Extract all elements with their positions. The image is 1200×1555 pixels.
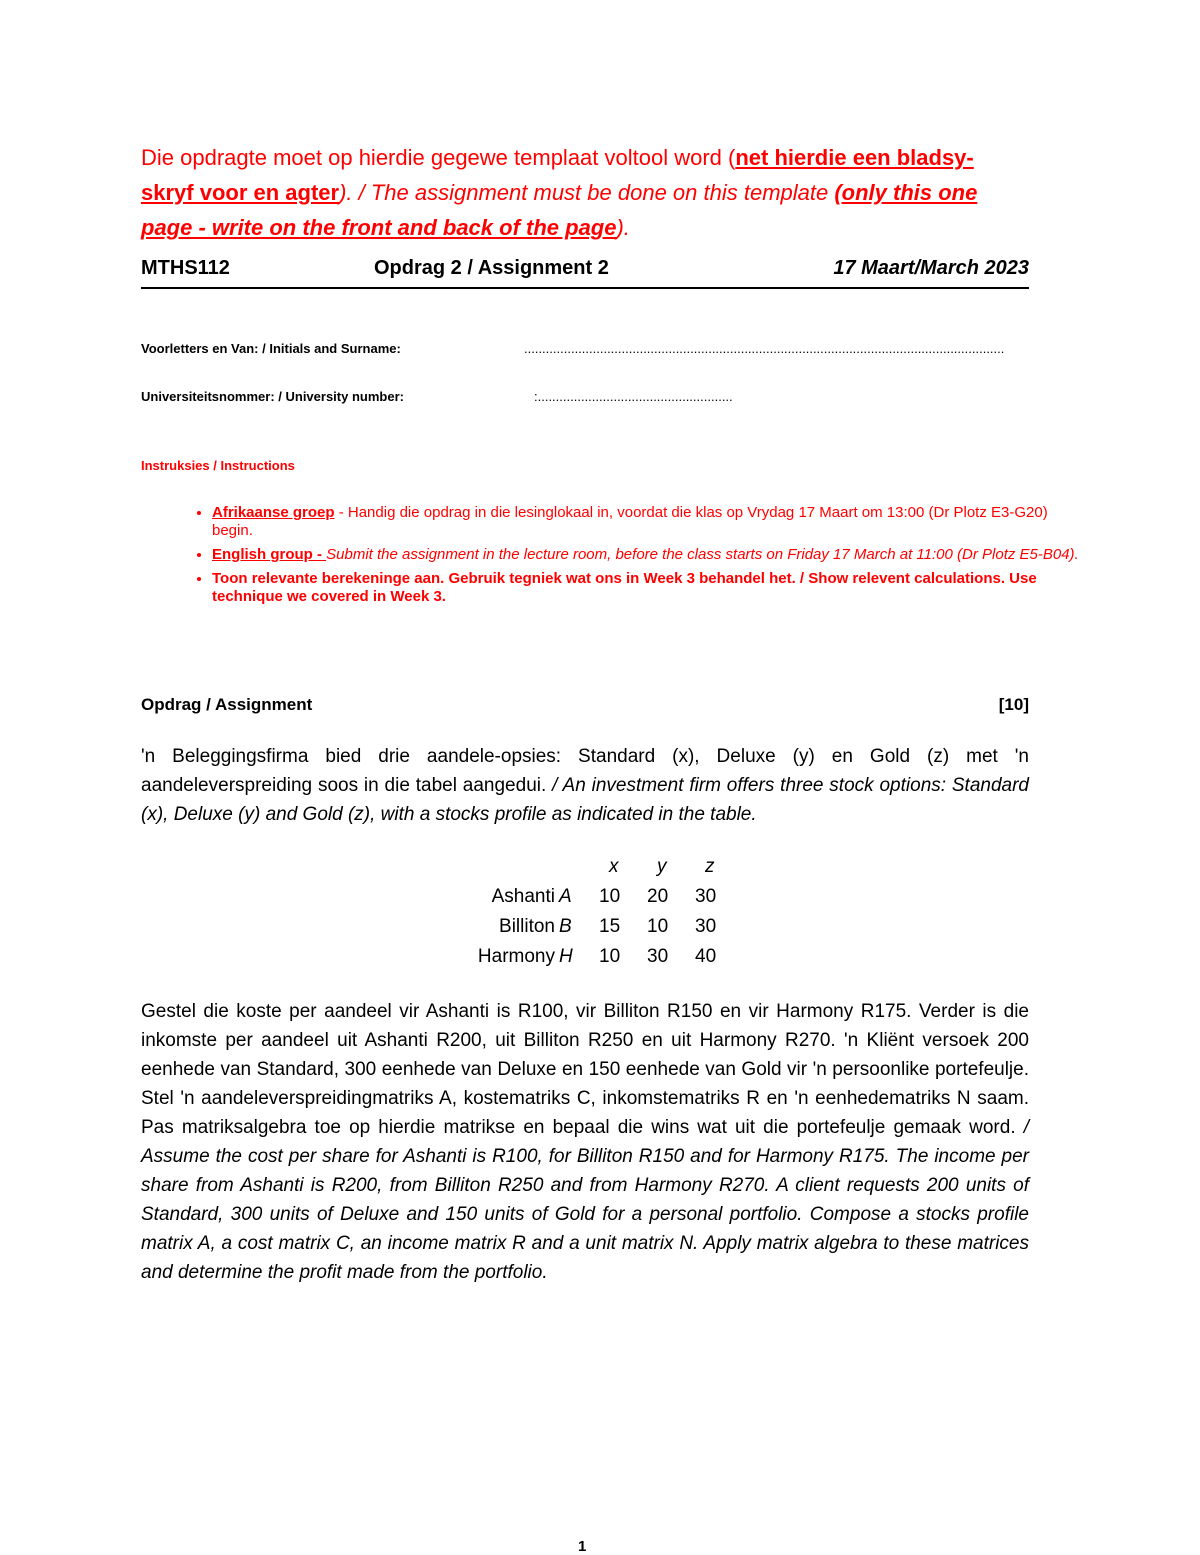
- name-label: Voorletters en Van: / Initials and Surname:: [141, 341, 401, 356]
- column-header: y: [657, 856, 667, 877]
- row-name: Billiton: [499, 916, 555, 937]
- row-symbol: A: [559, 886, 572, 907]
- notice-part5: ).: [616, 215, 630, 240]
- page-number: 1: [578, 1538, 587, 1555]
- task-body-af: Gestel die koste per aandeel vir Ashanti is R100, vir Billiton R150 en vir Harmony R175. Verder is die inkomste per aandeel uit Ashanti R200, uit Billiton R250 en uit Harmony R270. 'n Kliënt versoek 200 eenhede van Standard, 300 eenhede van Deluxe en 150 eenhede van Gold vir 'n persoonlike portefeulje. Stel 'n aandeleverspreidingmatriks A, kostematriks C, inkomstematriks R en 'n eenhedematriks N saam. Pas matriksalgebra toe op hierdie matrikse en bepaal die wins wat uit die portefeulje gemaak word.: [141, 1001, 1029, 1138]
- stock-profile-table: [455, 852, 739, 972]
- table-cell: 10: [599, 886, 621, 907]
- task-title: Opdrag / Assignment: [141, 695, 313, 714]
- table-row: [455, 912, 739, 942]
- table-row: [455, 942, 739, 972]
- task-intro-en: / An investment firm offers three stock options: Standard (x), Deluxe (y) and Gold (z), with a stocks profile as indicated in the table.: [141, 775, 1029, 825]
- table-cell: 30: [695, 886, 717, 907]
- task-intro: [141, 742, 1029, 829]
- instruction-lead: English group -: [212, 546, 327, 563]
- task-body: [141, 997, 1029, 1287]
- notice-part1: Die opdragte moet op hierdie gegewe templaat voltool word (: [141, 145, 736, 170]
- task-intro-af: 'n Beleggingsfirma bied drie aandele-opsies: Standard (x), Deluxe (y) en Gold (z) met 'n aandeleverspreiding soos in die tabel aangedui.: [141, 746, 1029, 796]
- table-cell: 40: [695, 946, 717, 967]
- table-cell: 30: [647, 946, 669, 967]
- instruction-english: [212, 546, 1082, 564]
- university-number-fill-line[interactable]: :......................................................: [534, 389, 733, 404]
- instruction-afrikaans: [212, 504, 1082, 540]
- notice-part3: ). / The assignment must be done on this template: [339, 180, 835, 205]
- row-name: Harmony: [477, 946, 555, 967]
- instructions-heading: Instruksies / Instructions: [141, 458, 295, 473]
- table-cell: 15: [599, 916, 621, 937]
- task-marks: [10]: [998, 695, 1029, 714]
- table-cell: 30: [695, 916, 717, 937]
- table-cell: 10: [599, 946, 621, 967]
- table-header-row: [455, 852, 739, 882]
- notice-part4: (only this one page - write on the front and back of the page: [141, 180, 978, 240]
- instruction-text: - Handig die opdrag in die lesinglokaal in, voordat die klas op Vrydag 17 Maart om 13:00 (Dr Plotz E3-G20) begin.: [212, 504, 1048, 539]
- instructions-list: [160, 504, 1082, 612]
- assignment-date: 17 Maart/March 2023: [833, 257, 1029, 279]
- row-symbol: H: [559, 946, 573, 967]
- name-fill-line[interactable]: .....................................................................................................................................: [524, 341, 1005, 356]
- template-notice: [141, 140, 1031, 245]
- assignment-header: [141, 257, 1029, 289]
- instruction-text: Submit the assignment in the lecture room, before the class starts on Friday 17 March at 11:00 (Dr Plotz E5-B04).: [326, 546, 1079, 563]
- assignment-title: Opdrag 2 / Assignment 2: [374, 257, 609, 279]
- notice-part2: net hierdie een bladsy- skryf voor en agter: [141, 145, 974, 205]
- row-name: Ashanti: [491, 886, 555, 907]
- instruction-text: Toon relevante berekeninge aan. Gebruik tegniek wat ons in Week 3 behandel het. / Show relevent calculations. Use technique we covered in Week 3.: [212, 570, 1037, 605]
- column-header: z: [705, 856, 715, 877]
- university-number-label: Universiteitsnommer: / University number:: [141, 389, 404, 404]
- instruction-calculations: [212, 570, 1082, 606]
- task-body-en: / Assume the cost per share for Ashanti is R100, for Billiton R150 and for Harmony R175. The income per share from Ashanti is R200, from Billiton R250 and from Harmony R270. A client requests 200 units of Standard, 300 units of Deluxe and 150 units of Gold for a personal portfolio. Compose a stocks profile matrix A, a cost matrix C, an income matrix R and a unit matrix N. Apply matrix algebra to these matrices and determine the profit made from the portfolio.: [141, 1117, 1029, 1283]
- instruction-lead: Afrikaanse groep: [212, 504, 335, 521]
- row-symbol: B: [559, 916, 572, 937]
- task-heading: [141, 695, 1029, 719]
- table-row: [455, 882, 739, 912]
- table-cell: 20: [647, 886, 669, 907]
- column-header: x: [609, 856, 619, 877]
- table-cell: 10: [647, 916, 669, 937]
- course-code: MTHS112: [141, 257, 230, 279]
